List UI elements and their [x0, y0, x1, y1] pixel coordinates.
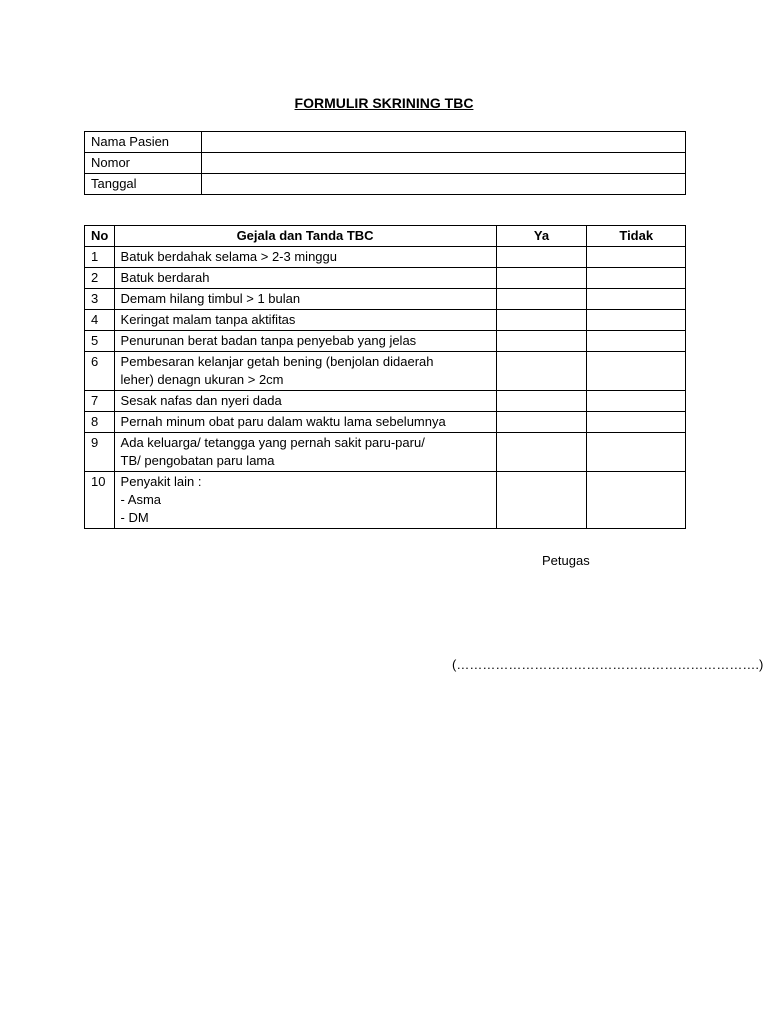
symptom-number: 10	[85, 472, 115, 529]
table-row	[85, 310, 686, 331]
patient-row-number	[85, 153, 686, 174]
answer-yes-cell[interactable]	[496, 391, 587, 412]
symptom-line: Penyakit lain :	[120, 474, 202, 489]
header-yes: Ya	[496, 226, 587, 247]
symptom-text	[114, 331, 496, 352]
table-row	[85, 391, 686, 412]
table-row	[85, 331, 686, 352]
answer-no-cell[interactable]	[587, 268, 686, 289]
signature-line: (…………………………………………………………….)	[452, 657, 764, 672]
patient-label-number: Nomor	[85, 153, 202, 174]
table-row	[85, 433, 686, 472]
symptom-number: 6	[85, 352, 115, 391]
symptom-number: 2	[85, 268, 115, 289]
symptom-line: Demam hilang timbul > 1 bulan	[120, 291, 301, 306]
symptom-line: - Asma	[120, 492, 162, 507]
answer-no-cell[interactable]	[587, 412, 686, 433]
answer-yes-cell[interactable]	[496, 268, 587, 289]
patient-row-date	[85, 174, 686, 195]
answer-no-cell[interactable]	[587, 310, 686, 331]
symptom-text	[114, 412, 496, 433]
symptom-text	[114, 433, 496, 472]
patient-label-name: Nama Pasien	[85, 132, 202, 153]
table-row	[85, 268, 686, 289]
table-row	[85, 289, 686, 310]
symptom-text	[114, 391, 496, 412]
answer-no-cell[interactable]	[587, 331, 686, 352]
symptom-line: Keringat malam tanpa aktifitas	[120, 312, 296, 327]
symptom-line: Batuk berdarah	[120, 270, 210, 285]
symptom-line: Sesak nafas dan nyeri dada	[120, 393, 282, 408]
header-no: No	[85, 226, 115, 247]
symptom-text	[114, 289, 496, 310]
symptom-text	[114, 310, 496, 331]
table-row	[85, 352, 686, 391]
answer-no-cell[interactable]	[587, 391, 686, 412]
answer-no-cell[interactable]	[587, 352, 686, 391]
symptom-line: - DM	[120, 510, 149, 525]
answer-yes-cell[interactable]	[496, 412, 587, 433]
answer-no-cell[interactable]	[587, 289, 686, 310]
symptom-line: Pembesaran kelanjar getah bening (benjolan didaerah	[120, 354, 434, 369]
answer-yes-cell[interactable]	[496, 472, 587, 529]
symptom-line: leher) denagn ukuran > 2cm	[120, 372, 284, 387]
form-title	[0, 95, 768, 111]
table-row	[85, 472, 686, 529]
patient-value-number[interactable]	[202, 153, 686, 174]
symptom-number: 5	[85, 331, 115, 352]
answer-no-cell[interactable]	[587, 433, 686, 472]
answer-yes-cell[interactable]	[496, 433, 587, 472]
signer-role: Petugas	[542, 553, 590, 568]
symptom-number: 8	[85, 412, 115, 433]
symptom-text	[114, 268, 496, 289]
symptom-text	[114, 472, 496, 529]
symptom-table	[84, 225, 686, 529]
symptom-number: 7	[85, 391, 115, 412]
patient-value-name[interactable]	[202, 132, 686, 153]
answer-yes-cell[interactable]	[496, 310, 587, 331]
table-row	[85, 412, 686, 433]
header-no-answer: Tidak	[587, 226, 686, 247]
symptom-number: 9	[85, 433, 115, 472]
answer-yes-cell[interactable]	[496, 289, 587, 310]
symptom-text	[114, 352, 496, 391]
symptom-text	[114, 247, 496, 268]
form-title-text: FORMULIR SKRINING TBC	[294, 95, 474, 111]
answer-yes-cell[interactable]	[496, 247, 587, 268]
symptom-line: Penurunan berat badan tanpa penyebab yang jelas	[120, 333, 417, 348]
patient-info-table	[84, 131, 686, 195]
symptom-body	[85, 247, 686, 529]
answer-yes-cell[interactable]	[496, 352, 587, 391]
symptom-header-row	[85, 226, 686, 247]
symptom-number: 1	[85, 247, 115, 268]
header-symptom: Gejala dan Tanda TBC	[114, 226, 496, 247]
symptom-line: TB/ pengobatan paru lama	[120, 453, 275, 468]
table-row	[85, 247, 686, 268]
patient-label-date: Tanggal	[85, 174, 202, 195]
answer-no-cell[interactable]	[587, 247, 686, 268]
answer-yes-cell[interactable]	[496, 331, 587, 352]
answer-no-cell[interactable]	[587, 472, 686, 529]
patient-value-date[interactable]	[202, 174, 686, 195]
symptom-line: Pernah minum obat paru dalam waktu lama sebelumnya	[120, 414, 446, 429]
symptom-number: 4	[85, 310, 115, 331]
symptom-number: 3	[85, 289, 115, 310]
symptom-line: Batuk berdahak selama > 2-3 minggu	[120, 249, 337, 264]
patient-row-name	[85, 132, 686, 153]
symptom-line: Ada keluarga/ tetangga yang pernah sakit paru-paru/	[120, 435, 425, 450]
